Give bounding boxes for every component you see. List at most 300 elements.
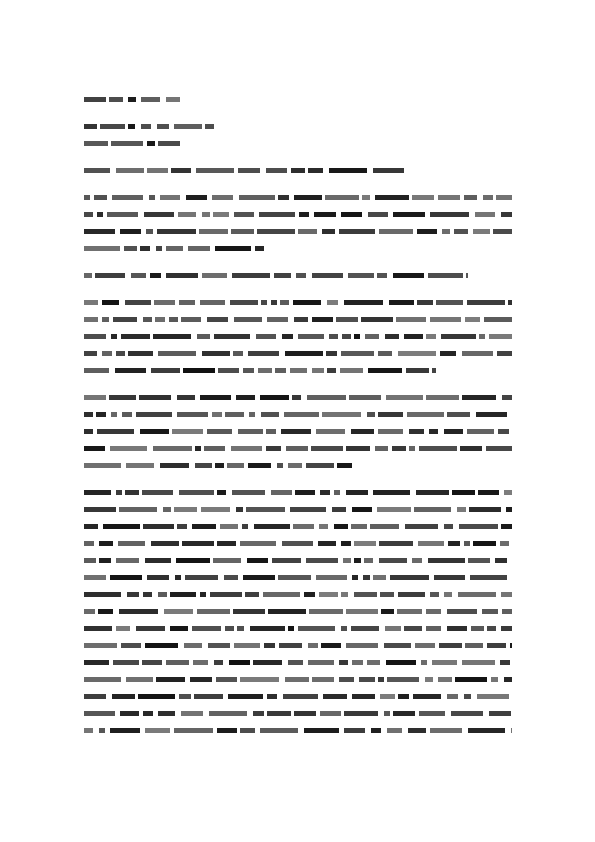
text-block xyxy=(477,694,509,699)
text-block xyxy=(397,609,422,614)
text-block xyxy=(143,524,174,529)
text-block xyxy=(84,317,98,322)
text-block xyxy=(160,195,180,200)
text-block xyxy=(199,229,228,234)
text-block xyxy=(322,229,335,234)
text-block xyxy=(326,351,337,356)
text-line xyxy=(84,228,514,235)
text-block xyxy=(447,694,458,699)
text-block xyxy=(257,229,295,234)
text-block xyxy=(174,124,202,129)
text-block xyxy=(393,711,415,716)
text-block xyxy=(314,212,336,217)
text-block xyxy=(468,728,505,733)
text-block xyxy=(218,368,239,373)
text-block xyxy=(418,541,444,546)
text-block xyxy=(464,694,471,699)
text-block xyxy=(344,300,383,305)
text-block xyxy=(112,694,135,699)
text-block xyxy=(284,412,319,417)
text-block xyxy=(84,677,121,682)
text-block xyxy=(489,711,511,716)
text-block xyxy=(84,728,93,733)
text-block xyxy=(266,429,276,434)
text-line xyxy=(84,591,514,598)
text-block xyxy=(95,273,125,278)
text-block xyxy=(309,609,343,614)
text-block xyxy=(439,643,462,648)
text-block xyxy=(253,711,264,716)
text-block xyxy=(501,524,512,529)
text-block xyxy=(404,626,422,631)
text-block xyxy=(271,300,277,305)
text-block xyxy=(452,490,475,495)
text-block xyxy=(298,334,324,339)
text-block xyxy=(249,412,255,417)
text-block xyxy=(319,592,338,597)
text-block xyxy=(84,212,93,217)
text-block xyxy=(464,541,470,546)
text-block xyxy=(478,490,499,495)
text-line xyxy=(84,445,514,452)
text-block xyxy=(409,429,424,434)
text-block xyxy=(341,351,374,356)
text-block xyxy=(308,660,334,665)
text-line xyxy=(84,625,514,632)
text-block xyxy=(483,195,493,200)
text-block xyxy=(495,558,507,563)
text-block xyxy=(212,195,233,200)
text-block xyxy=(274,273,291,278)
text-block xyxy=(343,558,351,563)
text-block xyxy=(170,626,188,631)
text-block xyxy=(202,212,210,217)
text-block xyxy=(84,351,97,356)
text-block xyxy=(436,300,463,305)
text-block xyxy=(204,446,225,451)
text-block xyxy=(142,490,173,495)
text-block xyxy=(238,429,263,434)
text-block xyxy=(234,212,254,217)
text-block xyxy=(110,728,140,733)
text-block xyxy=(412,195,434,200)
text-block xyxy=(467,429,494,434)
text-block xyxy=(202,273,227,278)
text-block xyxy=(384,711,390,716)
text-block xyxy=(119,609,158,614)
text-block xyxy=(306,558,338,563)
text-block xyxy=(150,273,161,278)
text-block xyxy=(166,246,183,251)
text-block xyxy=(84,592,121,597)
text-block xyxy=(84,507,116,512)
text-block xyxy=(448,541,460,546)
text-block xyxy=(500,660,510,665)
text-block xyxy=(504,490,512,495)
text-block xyxy=(151,368,180,373)
text-block xyxy=(111,412,117,417)
text-block xyxy=(255,246,264,251)
text-block xyxy=(212,412,222,417)
text-block xyxy=(231,446,262,451)
text-block xyxy=(404,334,423,339)
text-block xyxy=(511,728,512,733)
text-block xyxy=(307,395,346,400)
text-block xyxy=(109,395,136,400)
text-block xyxy=(298,229,317,234)
text-block xyxy=(125,300,151,305)
text-block xyxy=(164,609,193,614)
text-block xyxy=(157,229,196,234)
text-block xyxy=(239,195,275,200)
text-block xyxy=(278,195,289,200)
text-block xyxy=(247,558,268,563)
text-block xyxy=(334,490,340,495)
text-block xyxy=(261,412,279,417)
text-block xyxy=(181,317,201,322)
text-block xyxy=(377,273,387,278)
text-block xyxy=(136,412,172,417)
text-line xyxy=(84,540,514,547)
text-block xyxy=(236,507,243,512)
text-block xyxy=(296,273,306,278)
text-block xyxy=(444,429,463,434)
text-block xyxy=(336,317,358,322)
text-block xyxy=(294,711,316,716)
text-block xyxy=(475,212,495,217)
text-line xyxy=(84,194,514,201)
text-block xyxy=(451,711,483,716)
text-block xyxy=(112,195,143,200)
text-block xyxy=(177,412,208,417)
text-block xyxy=(238,168,260,173)
text-block xyxy=(84,575,106,580)
text-block xyxy=(121,334,150,339)
text-line xyxy=(84,506,514,513)
text-block xyxy=(430,212,469,217)
text-block xyxy=(128,351,153,356)
text-block xyxy=(146,229,153,234)
text-block xyxy=(311,446,343,451)
text-block xyxy=(186,195,207,200)
text-block xyxy=(344,711,378,716)
text-block xyxy=(236,395,255,400)
text-line xyxy=(84,462,514,469)
text-block xyxy=(179,490,214,495)
text-block xyxy=(84,97,106,102)
text-block xyxy=(230,300,258,305)
text-block xyxy=(329,334,338,339)
text-block xyxy=(84,711,115,716)
text-block xyxy=(279,643,302,648)
text-block xyxy=(312,368,324,373)
text-block xyxy=(430,592,439,597)
text-block xyxy=(308,168,323,173)
text-block xyxy=(201,507,230,512)
text-block xyxy=(99,541,113,546)
text-block xyxy=(457,507,466,512)
text-line xyxy=(84,642,514,649)
text-block xyxy=(177,524,187,529)
text-block xyxy=(260,395,289,400)
text-block xyxy=(471,626,484,631)
text-block xyxy=(312,677,334,682)
text-block xyxy=(84,694,106,699)
text-block xyxy=(487,626,496,631)
text-block xyxy=(320,490,330,495)
text-block xyxy=(352,575,358,580)
text-block xyxy=(290,507,326,512)
text-line xyxy=(84,727,514,734)
text-block xyxy=(127,592,139,597)
text-block xyxy=(339,677,354,682)
text-block xyxy=(158,141,180,146)
text-block xyxy=(294,195,322,200)
text-block xyxy=(364,558,373,563)
text-block xyxy=(143,317,152,322)
text-block xyxy=(352,694,375,699)
text-block xyxy=(131,273,146,278)
text-block xyxy=(178,212,196,217)
text-block xyxy=(334,524,348,529)
text-block xyxy=(278,575,311,580)
text-block xyxy=(460,446,482,451)
text-block xyxy=(195,463,212,468)
text-block xyxy=(197,609,230,614)
text-block xyxy=(392,446,406,451)
text-line xyxy=(84,211,514,218)
text-block xyxy=(380,694,395,699)
text-block xyxy=(120,711,139,716)
text-line xyxy=(84,428,514,435)
text-block xyxy=(329,168,367,173)
text-block xyxy=(84,412,93,417)
text-block xyxy=(508,300,512,305)
text-block xyxy=(412,558,422,563)
text-block xyxy=(349,395,381,400)
text-block xyxy=(493,229,512,234)
text-block xyxy=(429,429,438,434)
text-block xyxy=(466,273,468,278)
text-block xyxy=(459,524,498,529)
text-block xyxy=(193,660,208,665)
text-block xyxy=(496,195,512,200)
text-block xyxy=(428,273,463,278)
text-block xyxy=(94,195,107,200)
text-block xyxy=(378,677,384,682)
text-block xyxy=(116,558,139,563)
text-block xyxy=(295,490,315,495)
text-block xyxy=(144,212,174,217)
text-block xyxy=(116,168,144,173)
text-block xyxy=(337,463,352,468)
text-block xyxy=(263,592,300,597)
text-line xyxy=(84,367,514,374)
text-block xyxy=(288,463,302,468)
text-block xyxy=(115,368,146,373)
text-block xyxy=(170,592,196,597)
text-line xyxy=(84,710,514,717)
text-block xyxy=(217,728,237,733)
text-block xyxy=(157,124,169,129)
text-block xyxy=(462,660,495,665)
text-block xyxy=(213,212,229,217)
text-block xyxy=(84,395,106,400)
text-block xyxy=(118,541,145,546)
text-block xyxy=(319,524,328,529)
text-block xyxy=(166,97,180,102)
text-block xyxy=(217,490,226,495)
text-block xyxy=(510,643,512,648)
text-block xyxy=(121,643,141,648)
text-block xyxy=(442,229,450,234)
text-block xyxy=(243,575,275,580)
text-block xyxy=(177,395,195,400)
text-block xyxy=(197,334,210,339)
text-block xyxy=(387,728,402,733)
text-block xyxy=(145,558,171,563)
text-block xyxy=(288,626,294,631)
text-block xyxy=(229,660,250,665)
text-block xyxy=(84,463,121,468)
text-block xyxy=(502,395,512,400)
text-block xyxy=(416,490,449,495)
text-block xyxy=(120,229,141,234)
document-body xyxy=(84,96,514,744)
text-block xyxy=(432,660,457,665)
text-block xyxy=(84,446,105,451)
text-line xyxy=(84,574,514,581)
text-line xyxy=(84,608,514,615)
text-block xyxy=(288,660,303,665)
text-block xyxy=(124,246,137,251)
text-block xyxy=(149,195,155,200)
text-block xyxy=(385,626,401,631)
text-block xyxy=(462,351,493,356)
text-block xyxy=(205,124,214,129)
text-block xyxy=(169,317,178,322)
text-block xyxy=(497,351,512,356)
text-block xyxy=(128,124,135,129)
text-block xyxy=(268,609,306,614)
text-block xyxy=(264,643,275,648)
text-block xyxy=(351,429,374,434)
text-block xyxy=(185,575,218,580)
text-block xyxy=(339,660,348,665)
text-block xyxy=(172,429,203,434)
text-block xyxy=(84,524,98,529)
text-block xyxy=(370,524,399,529)
text-block xyxy=(393,212,425,217)
text-block xyxy=(504,677,512,682)
text-block xyxy=(122,412,132,417)
text-block xyxy=(84,660,109,665)
text-block xyxy=(163,507,171,512)
text-block xyxy=(227,463,244,468)
text-block xyxy=(102,300,119,305)
text-block xyxy=(340,368,363,373)
text-block xyxy=(426,395,459,400)
text-block xyxy=(171,168,191,173)
text-block xyxy=(242,524,248,529)
text-block xyxy=(393,273,424,278)
text-block xyxy=(291,168,305,173)
text-block xyxy=(156,677,185,682)
text-block xyxy=(234,643,260,648)
text-block xyxy=(240,541,276,546)
text-block xyxy=(84,168,110,173)
text-block xyxy=(140,246,150,251)
text-block xyxy=(380,592,394,597)
text-block xyxy=(500,541,509,546)
text-block xyxy=(342,334,351,339)
text-block xyxy=(316,429,345,434)
text-block xyxy=(126,463,154,468)
text-block xyxy=(246,507,285,512)
text-block xyxy=(192,524,216,529)
text-block xyxy=(409,446,415,451)
text-block xyxy=(96,412,106,417)
text-block xyxy=(419,711,445,716)
text-block xyxy=(102,351,112,356)
text-block xyxy=(232,490,265,495)
text-block xyxy=(290,368,307,373)
text-block xyxy=(419,446,457,451)
text-block xyxy=(111,141,143,146)
text-block xyxy=(465,643,483,648)
text-block xyxy=(154,300,175,305)
text-block xyxy=(421,660,427,665)
text-block xyxy=(84,490,111,495)
text-block xyxy=(379,558,407,563)
text-block xyxy=(147,168,168,173)
text-block xyxy=(447,609,477,614)
text-block xyxy=(438,195,460,200)
text-block xyxy=(491,677,498,682)
text-line xyxy=(84,96,514,103)
text-block xyxy=(286,446,308,451)
text-block xyxy=(458,592,496,597)
text-block xyxy=(352,660,363,665)
text-block xyxy=(398,694,409,699)
text-block xyxy=(327,300,338,305)
text-block xyxy=(447,626,467,631)
text-block xyxy=(254,524,290,529)
text-block xyxy=(294,317,308,322)
text-block xyxy=(196,168,234,173)
text-block xyxy=(379,541,413,546)
text-block xyxy=(444,592,452,597)
text-block xyxy=(428,558,465,563)
text-block xyxy=(179,694,191,699)
text-block xyxy=(362,195,370,200)
text-block xyxy=(339,229,375,234)
text-block xyxy=(116,490,122,495)
text-block xyxy=(486,446,512,451)
text-block xyxy=(389,300,414,305)
text-block xyxy=(346,643,378,648)
text-block xyxy=(285,677,309,682)
text-block xyxy=(277,463,283,468)
text-block xyxy=(365,334,379,339)
text-block xyxy=(181,711,203,716)
text-block xyxy=(293,524,314,529)
text-block xyxy=(327,368,336,373)
text-block xyxy=(426,334,436,339)
text-line xyxy=(84,140,514,147)
text-block xyxy=(373,575,386,580)
text-block xyxy=(275,368,286,373)
